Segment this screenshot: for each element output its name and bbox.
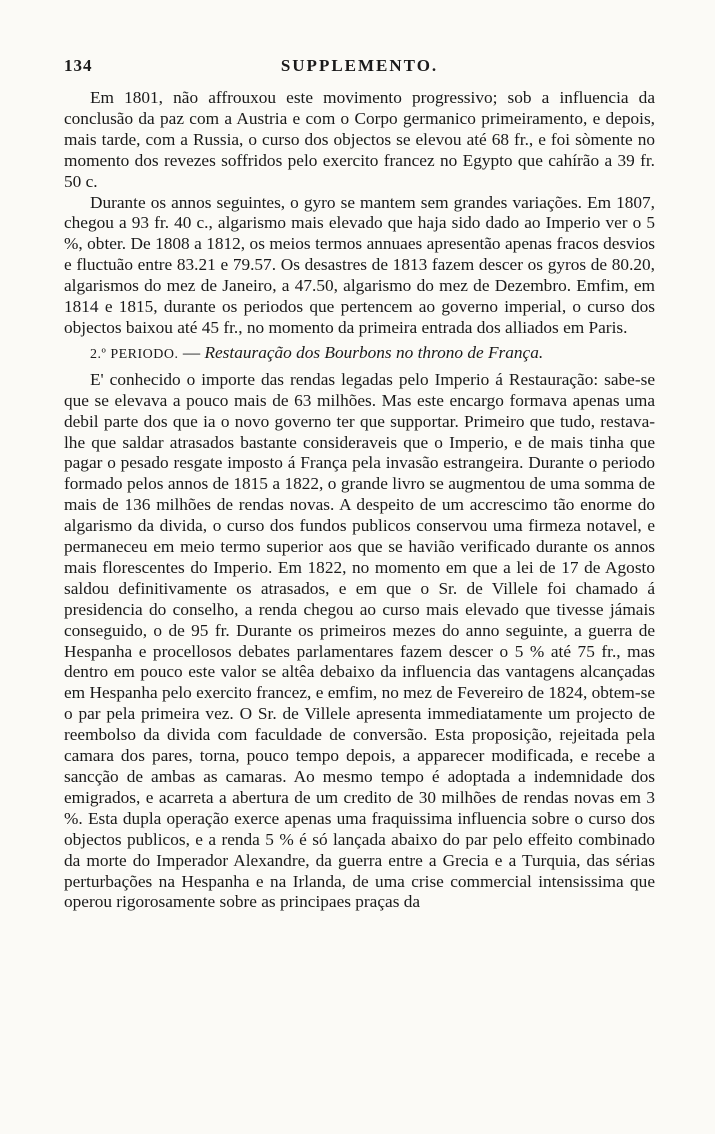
paragraph-later-years: Durante os annos seguintes, o gyro se mantem sem grandes variações. Em 1807, chegou a 93 fr. 40 c., algarismo mais elevado que haja sido dado ao Imperio ver o 5 %, obter. De 1808 a 1812, os meios termos annuaes apresentão apenas fracos desvios e fluctuão entre 83.21 e 79.57. Os desastres de 1813 fazem descer os gyros de 80.20, algarismos do mez de Janeiro, a 47.50, algarismo do mez de Dezembro. Emfim, em 1814 e 1815, durante os periodos que pertencem ao governo imperial, o curso dos objectos baixou até 45 fr., no momento da primeira entrada dos alliados em Paris. xyxy=(64,192,655,337)
period-label: 2.º PERIODO. xyxy=(90,346,179,362)
period-dash: — xyxy=(178,342,205,362)
page-header xyxy=(64,56,655,80)
running-head: SUPPLEMENTO. xyxy=(280,56,439,75)
period-heading xyxy=(64,343,655,366)
period-title: Restauração dos Bourbons no throno de França. xyxy=(204,342,544,362)
page-number: 134 xyxy=(64,56,93,75)
paragraph-1801: Em 1801, não affrouxou este movimento progressivo; sob a influencia da conclusão da paz com a Austria e com o Corpo germanico primeiramento, e depois, mais tarde, com a Russia, o curso dos objectos se elevou até 68 fr., e foi sòmente no momento dos revezes soffridos pelo exercito francez no Egypto que cahírão a 39 fr. 50 c. xyxy=(64,88,655,191)
paragraph-restauracao: E' conhecido o importe das rendas legadas pelo Imperio á Restauração: sabe-se que se elevava a pouco mais de 63 milhões. Mas este encargo formava apenas uma debil parte dos que ia o novo governo ter que supportar. Primeiro que tudo, restava-lhe que saldar atrasados bastante consideraveis que o Imperio, e de mais tinha que pagar o pesado resgate imposto á França pela invasão estrangeira. Durante o periodo formado pelos annos de 1815 a 1822, o grande livro se augmentou de uma somma de mais de 136 milhões de rendas novas. A despeito de um accrescimo tão enorme do algarismo da divida, o curso dos fundos publicos conservou uma firmeza notavel, e permaneceu em meio termo superior aos que se havião verificado durante os annos mais florescentes do Imperio. Em 1822, no momento em que a lei de 17 de Agosto saldou definitivamente os atrasados, e em que o Sr. de Villele foi chamado á presidencia do conselho, a renda chegou ao curso mais elevado que tivesse jámais conseguido, o de 95 fr. Durante os primeiros mezes do anno seguinte, a guerra de Hespanha e procellosos debates parlamentares fazem descer o 5 % até 75 fr., mas dentro em pouco este valor se altêa debaixo da influencia das vantagens alcançadas em Hespanha pelo exercito francez, e emfim, no mez de Fevereiro de 1824, obtem-se o par pela primeira vez. O Sr. de Villele apresenta immediatamente um projecto de reembolso da divida com faculdade de conversão. Esta proposição, rejeitada pela camara dos pares, torna, pouco tempo depois, a apparecer modificada, e recebe a sancção de ambas as camaras. Ao mesmo tempo é adoptada a indemnidade dos emigrados, e acarreta a abertura de um credito de 30 milhões de rendas novas em 3 %. Esta dupla operação exerce apenas uma fraquissima influencia sobre o curso dos objectos publicos, e a renda 5 % é só lançada abaixo do par pelo effeito combinado da morte do Imperador Alexandre, da guerra entre a Grecia e a Turquia, das sérias perturbações na Hespanha e na Irlanda, de uma crise commercial intensissima que operou rigorosamente sobre as principaes praças da xyxy=(64,369,655,912)
